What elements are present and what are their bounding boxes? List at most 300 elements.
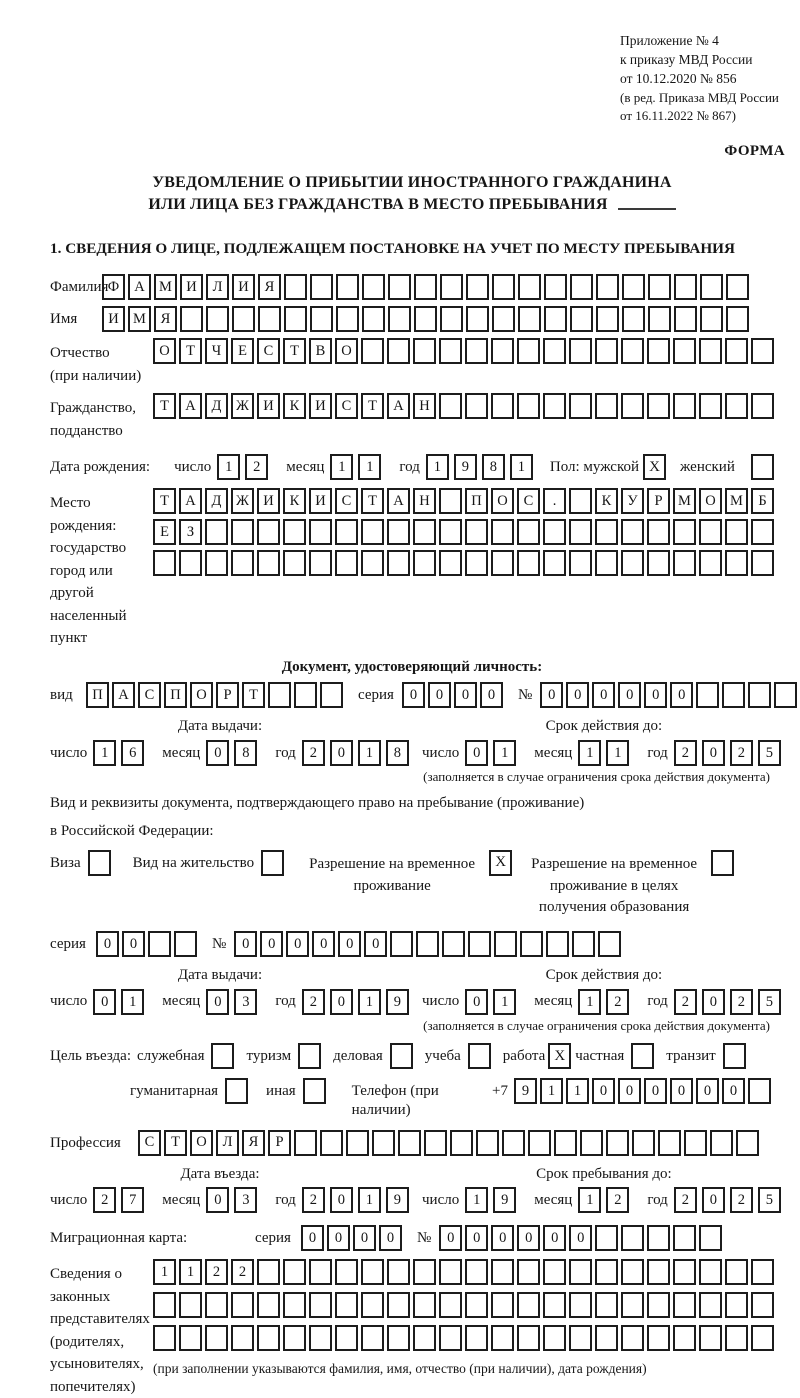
char-cell[interactable]: 0 xyxy=(122,931,145,957)
char-cell[interactable] xyxy=(748,1078,771,1104)
char-cell[interactable]: В xyxy=(309,338,332,364)
char-cell[interactable]: А xyxy=(179,488,202,514)
char-cell[interactable]: 0 xyxy=(670,682,693,708)
char-cell[interactable] xyxy=(673,393,696,419)
char-cell[interactable] xyxy=(647,550,670,576)
char-cell[interactable]: 0 xyxy=(702,989,725,1015)
char-cell[interactable]: Д xyxy=(205,488,228,514)
char-cell[interactable]: О xyxy=(190,1130,213,1156)
char-cell[interactable]: 1 xyxy=(540,1078,563,1104)
char-cell[interactable] xyxy=(673,1225,696,1251)
char-cell[interactable]: 2 xyxy=(302,740,325,766)
sex-female-checkbox[interactable] xyxy=(751,454,774,480)
char-cell[interactable] xyxy=(413,519,436,545)
char-cell[interactable]: 6 xyxy=(121,740,144,766)
char-cell[interactable]: 0 xyxy=(540,682,563,708)
char-cell[interactable] xyxy=(569,488,592,514)
char-cell[interactable] xyxy=(595,550,618,576)
char-cell[interactable]: Т xyxy=(361,488,384,514)
char-cell[interactable]: 1 xyxy=(121,989,144,1015)
purpose-other-checkbox[interactable] xyxy=(303,1078,326,1104)
char-cell[interactable] xyxy=(310,306,333,332)
char-cell[interactable]: К xyxy=(283,488,306,514)
temp-residence-edu-checkbox[interactable] xyxy=(711,850,734,876)
char-cell[interactable] xyxy=(439,1325,462,1351)
char-cell[interactable]: 5 xyxy=(758,1187,781,1213)
char-cell[interactable] xyxy=(206,306,229,332)
char-cell[interactable] xyxy=(700,306,723,332)
char-cell[interactable] xyxy=(320,682,343,708)
char-cell[interactable] xyxy=(751,550,774,576)
char-cell[interactable] xyxy=(414,306,437,332)
char-cell[interactable]: 2 xyxy=(606,989,629,1015)
char-cell[interactable]: П xyxy=(86,682,109,708)
char-cell[interactable]: 0 xyxy=(702,1187,725,1213)
char-cell[interactable]: 1 xyxy=(153,1259,176,1285)
char-cell[interactable] xyxy=(673,1292,696,1318)
char-cell[interactable]: Т xyxy=(153,488,176,514)
char-cell[interactable] xyxy=(658,1130,681,1156)
char-cell[interactable] xyxy=(439,550,462,576)
char-cell[interactable] xyxy=(569,550,592,576)
char-cell[interactable] xyxy=(569,338,592,364)
char-cell[interactable]: С xyxy=(257,338,280,364)
char-cell[interactable]: 0 xyxy=(402,682,425,708)
char-cell[interactable]: 1 xyxy=(465,1187,488,1213)
char-cell[interactable] xyxy=(544,274,567,300)
char-cell[interactable]: 0 xyxy=(338,931,361,957)
char-cell[interactable]: Б xyxy=(751,488,774,514)
char-cell[interactable]: 0 xyxy=(439,1225,462,1251)
char-cell[interactable] xyxy=(699,550,722,576)
char-cell[interactable] xyxy=(442,931,465,957)
char-cell[interactable]: 3 xyxy=(234,1187,257,1213)
char-cell[interactable] xyxy=(621,393,644,419)
char-cell[interactable]: 0 xyxy=(364,931,387,957)
char-cell[interactable] xyxy=(413,1292,436,1318)
char-cell[interactable] xyxy=(440,306,463,332)
char-cell[interactable]: 1 xyxy=(493,740,516,766)
char-cell[interactable] xyxy=(673,550,696,576)
char-cell[interactable] xyxy=(722,682,745,708)
char-cell[interactable] xyxy=(569,1259,592,1285)
char-cell[interactable] xyxy=(361,550,384,576)
residence-permit-checkbox[interactable] xyxy=(261,850,284,876)
char-cell[interactable]: К xyxy=(283,393,306,419)
char-cell[interactable] xyxy=(647,393,670,419)
char-cell[interactable]: А xyxy=(387,393,410,419)
char-cell[interactable]: 1 xyxy=(217,454,240,480)
char-cell[interactable] xyxy=(309,550,332,576)
char-cell[interactable] xyxy=(335,1292,358,1318)
char-cell[interactable] xyxy=(336,306,359,332)
char-cell[interactable] xyxy=(361,1292,384,1318)
char-cell[interactable] xyxy=(398,1130,421,1156)
char-cell[interactable] xyxy=(517,1259,540,1285)
char-cell[interactable]: А xyxy=(179,393,202,419)
char-cell[interactable]: Т xyxy=(153,393,176,419)
char-cell[interactable]: 0 xyxy=(670,1078,693,1104)
char-cell[interactable] xyxy=(466,274,489,300)
char-cell[interactable]: 0 xyxy=(702,740,725,766)
char-cell[interactable] xyxy=(647,1292,670,1318)
char-cell[interactable]: 0 xyxy=(260,931,283,957)
char-cell[interactable] xyxy=(673,1259,696,1285)
char-cell[interactable] xyxy=(492,274,515,300)
char-cell[interactable] xyxy=(372,1130,395,1156)
char-cell[interactable]: 0 xyxy=(592,1078,615,1104)
char-cell[interactable] xyxy=(362,306,385,332)
temp-residence-checkbox[interactable]: X xyxy=(489,850,512,876)
char-cell[interactable] xyxy=(517,338,540,364)
char-cell[interactable]: Р xyxy=(647,488,670,514)
char-cell[interactable]: 2 xyxy=(606,1187,629,1213)
char-cell[interactable] xyxy=(518,274,541,300)
char-cell[interactable] xyxy=(491,550,514,576)
char-cell[interactable] xyxy=(465,393,488,419)
char-cell[interactable]: Е xyxy=(153,519,176,545)
char-cell[interactable]: 1 xyxy=(578,740,601,766)
char-cell[interactable]: И xyxy=(257,393,280,419)
char-cell[interactable] xyxy=(283,550,306,576)
char-cell[interactable] xyxy=(673,519,696,545)
char-cell[interactable]: И xyxy=(180,274,203,300)
char-cell[interactable]: Я xyxy=(258,274,281,300)
char-cell[interactable] xyxy=(751,1292,774,1318)
char-cell[interactable] xyxy=(491,338,514,364)
char-cell[interactable]: 1 xyxy=(606,740,629,766)
char-cell[interactable] xyxy=(180,306,203,332)
char-cell[interactable] xyxy=(595,1325,618,1351)
char-cell[interactable] xyxy=(361,1259,384,1285)
char-cell[interactable] xyxy=(310,274,333,300)
sex-male-checkbox[interactable]: X xyxy=(643,454,666,480)
char-cell[interactable] xyxy=(465,1259,488,1285)
char-cell[interactable]: 1 xyxy=(493,989,516,1015)
char-cell[interactable] xyxy=(726,274,749,300)
char-cell[interactable]: 1 xyxy=(179,1259,202,1285)
char-cell[interactable] xyxy=(621,338,644,364)
char-cell[interactable] xyxy=(647,519,670,545)
char-cell[interactable] xyxy=(725,338,748,364)
purpose-business-checkbox[interactable] xyxy=(390,1043,413,1069)
char-cell[interactable] xyxy=(465,1325,488,1351)
char-cell[interactable] xyxy=(387,519,410,545)
char-cell[interactable]: Д xyxy=(205,393,228,419)
char-cell[interactable] xyxy=(424,1130,447,1156)
char-cell[interactable] xyxy=(725,1292,748,1318)
char-cell[interactable]: 0 xyxy=(644,682,667,708)
char-cell[interactable]: Т xyxy=(283,338,306,364)
char-cell[interactable] xyxy=(439,1292,462,1318)
char-cell[interactable] xyxy=(570,306,593,332)
char-cell[interactable]: 0 xyxy=(428,682,451,708)
char-cell[interactable] xyxy=(673,1325,696,1351)
char-cell[interactable] xyxy=(696,682,719,708)
char-cell[interactable]: 7 xyxy=(121,1187,144,1213)
char-cell[interactable]: 1 xyxy=(578,1187,601,1213)
char-cell[interactable]: И xyxy=(232,274,255,300)
char-cell[interactable]: М xyxy=(128,306,151,332)
char-cell[interactable]: Л xyxy=(206,274,229,300)
char-cell[interactable]: 2 xyxy=(730,989,753,1015)
char-cell[interactable]: 2 xyxy=(302,1187,325,1213)
char-cell[interactable]: 0 xyxy=(722,1078,745,1104)
char-cell[interactable] xyxy=(413,550,436,576)
char-cell[interactable] xyxy=(309,1292,332,1318)
char-cell[interactable] xyxy=(622,274,645,300)
char-cell[interactable]: 8 xyxy=(234,740,257,766)
char-cell[interactable] xyxy=(554,1130,577,1156)
char-cell[interactable]: 0 xyxy=(206,740,229,766)
char-cell[interactable] xyxy=(544,306,567,332)
char-cell[interactable] xyxy=(699,393,722,419)
char-cell[interactable] xyxy=(699,1292,722,1318)
char-cell[interactable]: С xyxy=(335,488,358,514)
char-cell[interactable] xyxy=(517,1292,540,1318)
char-cell[interactable] xyxy=(439,488,462,514)
char-cell[interactable] xyxy=(751,519,774,545)
char-cell[interactable] xyxy=(205,550,228,576)
char-cell[interactable]: А xyxy=(387,488,410,514)
char-cell[interactable]: 0 xyxy=(93,989,116,1015)
purpose-private-checkbox[interactable] xyxy=(631,1043,654,1069)
char-cell[interactable] xyxy=(621,1325,644,1351)
char-cell[interactable]: Т xyxy=(242,682,265,708)
char-cell[interactable]: 0 xyxy=(286,931,309,957)
char-cell[interactable] xyxy=(569,519,592,545)
char-cell[interactable] xyxy=(751,1325,774,1351)
char-cell[interactable] xyxy=(465,1292,488,1318)
char-cell[interactable]: 2 xyxy=(205,1259,228,1285)
char-cell[interactable] xyxy=(621,519,644,545)
char-cell[interactable]: Р xyxy=(268,1130,291,1156)
char-cell[interactable] xyxy=(494,931,517,957)
char-cell[interactable] xyxy=(543,550,566,576)
char-cell[interactable] xyxy=(543,393,566,419)
char-cell[interactable]: 0 xyxy=(465,740,488,766)
char-cell[interactable]: 0 xyxy=(644,1078,667,1104)
char-cell[interactable]: И xyxy=(309,393,332,419)
char-cell[interactable] xyxy=(648,274,671,300)
char-cell[interactable]: . xyxy=(543,488,566,514)
char-cell[interactable] xyxy=(674,306,697,332)
char-cell[interactable] xyxy=(491,519,514,545)
char-cell[interactable] xyxy=(450,1130,473,1156)
char-cell[interactable]: 0 xyxy=(96,931,119,957)
char-cell[interactable] xyxy=(309,1325,332,1351)
char-cell[interactable] xyxy=(258,306,281,332)
char-cell[interactable] xyxy=(569,393,592,419)
char-cell[interactable] xyxy=(606,1130,629,1156)
char-cell[interactable] xyxy=(621,1225,644,1251)
char-cell[interactable] xyxy=(736,1130,759,1156)
char-cell[interactable] xyxy=(595,338,618,364)
char-cell[interactable] xyxy=(465,550,488,576)
char-cell[interactable] xyxy=(725,1259,748,1285)
char-cell[interactable]: С xyxy=(517,488,540,514)
char-cell[interactable]: 0 xyxy=(569,1225,592,1251)
char-cell[interactable] xyxy=(413,338,436,364)
char-cell[interactable] xyxy=(283,1325,306,1351)
purpose-tourism-checkbox[interactable] xyxy=(298,1043,321,1069)
char-cell[interactable] xyxy=(387,1259,410,1285)
char-cell[interactable] xyxy=(543,1325,566,1351)
char-cell[interactable]: 0 xyxy=(465,1225,488,1251)
char-cell[interactable] xyxy=(346,1130,369,1156)
char-cell[interactable] xyxy=(596,274,619,300)
char-cell[interactable]: 1 xyxy=(330,454,353,480)
char-cell[interactable] xyxy=(502,1130,525,1156)
char-cell[interactable] xyxy=(751,338,774,364)
char-cell[interactable]: 0 xyxy=(592,682,615,708)
char-cell[interactable] xyxy=(268,682,291,708)
char-cell[interactable] xyxy=(572,931,595,957)
char-cell[interactable] xyxy=(179,550,202,576)
char-cell[interactable] xyxy=(621,1292,644,1318)
purpose-transit-checkbox[interactable] xyxy=(723,1043,746,1069)
char-cell[interactable] xyxy=(257,1259,280,1285)
char-cell[interactable] xyxy=(569,1292,592,1318)
char-cell[interactable]: Е xyxy=(231,338,254,364)
char-cell[interactable] xyxy=(257,1292,280,1318)
char-cell[interactable] xyxy=(148,931,171,957)
char-cell[interactable] xyxy=(774,682,797,708)
char-cell[interactable]: Ж xyxy=(231,393,254,419)
char-cell[interactable] xyxy=(231,1325,254,1351)
char-cell[interactable]: 1 xyxy=(566,1078,589,1104)
char-cell[interactable] xyxy=(543,338,566,364)
char-cell[interactable] xyxy=(465,519,488,545)
char-cell[interactable]: 2 xyxy=(302,989,325,1015)
char-cell[interactable]: 0 xyxy=(330,1187,353,1213)
char-cell[interactable] xyxy=(699,519,722,545)
char-cell[interactable] xyxy=(440,274,463,300)
char-cell[interactable] xyxy=(231,1292,254,1318)
char-cell[interactable] xyxy=(388,306,411,332)
char-cell[interactable]: О xyxy=(190,682,213,708)
char-cell[interactable]: Р xyxy=(216,682,239,708)
char-cell[interactable]: М xyxy=(673,488,696,514)
char-cell[interactable]: Л xyxy=(216,1130,239,1156)
char-cell[interactable] xyxy=(710,1130,733,1156)
char-cell[interactable]: 0 xyxy=(330,740,353,766)
char-cell[interactable] xyxy=(751,393,774,419)
char-cell[interactable] xyxy=(725,1325,748,1351)
char-cell[interactable]: 2 xyxy=(730,1187,753,1213)
char-cell[interactable] xyxy=(621,1259,644,1285)
char-cell[interactable]: 0 xyxy=(327,1225,350,1251)
char-cell[interactable] xyxy=(284,274,307,300)
char-cell[interactable]: С xyxy=(138,682,161,708)
char-cell[interactable]: 2 xyxy=(231,1259,254,1285)
char-cell[interactable]: О xyxy=(491,488,514,514)
char-cell[interactable]: П xyxy=(164,682,187,708)
char-cell[interactable] xyxy=(413,1325,436,1351)
char-cell[interactable]: 3 xyxy=(234,989,257,1015)
char-cell[interactable] xyxy=(284,306,307,332)
char-cell[interactable] xyxy=(543,1292,566,1318)
char-cell[interactable]: 1 xyxy=(358,1187,381,1213)
char-cell[interactable] xyxy=(517,550,540,576)
char-cell[interactable]: 0 xyxy=(618,1078,641,1104)
char-cell[interactable] xyxy=(336,274,359,300)
char-cell[interactable] xyxy=(725,519,748,545)
char-cell[interactable]: 0 xyxy=(517,1225,540,1251)
char-cell[interactable] xyxy=(684,1130,707,1156)
char-cell[interactable] xyxy=(205,1292,228,1318)
char-cell[interactable]: 0 xyxy=(379,1225,402,1251)
char-cell[interactable] xyxy=(520,931,543,957)
char-cell[interactable] xyxy=(390,931,413,957)
char-cell[interactable] xyxy=(179,1325,202,1351)
char-cell[interactable] xyxy=(231,519,254,545)
char-cell[interactable]: А xyxy=(112,682,135,708)
char-cell[interactable]: И xyxy=(257,488,280,514)
char-cell[interactable] xyxy=(595,1225,618,1251)
purpose-humanitarian-checkbox[interactable] xyxy=(225,1078,248,1104)
char-cell[interactable]: О xyxy=(335,338,358,364)
char-cell[interactable]: 0 xyxy=(543,1225,566,1251)
char-cell[interactable] xyxy=(726,306,749,332)
purpose-official-checkbox[interactable] xyxy=(211,1043,234,1069)
char-cell[interactable] xyxy=(543,519,566,545)
char-cell[interactable]: 0 xyxy=(301,1225,324,1251)
char-cell[interactable] xyxy=(517,519,540,545)
char-cell[interactable]: 5 xyxy=(758,740,781,766)
char-cell[interactable]: 9 xyxy=(454,454,477,480)
char-cell[interactable] xyxy=(413,1259,436,1285)
char-cell[interactable]: З xyxy=(179,519,202,545)
char-cell[interactable] xyxy=(179,1292,202,1318)
purpose-work-checkbox[interactable]: X xyxy=(548,1043,571,1069)
char-cell[interactable]: Я xyxy=(242,1130,265,1156)
char-cell[interactable]: И xyxy=(102,306,125,332)
char-cell[interactable]: 0 xyxy=(696,1078,719,1104)
char-cell[interactable] xyxy=(257,550,280,576)
char-cell[interactable] xyxy=(699,1259,722,1285)
char-cell[interactable]: П xyxy=(465,488,488,514)
char-cell[interactable]: Я xyxy=(154,306,177,332)
char-cell[interactable]: Ж xyxy=(231,488,254,514)
char-cell[interactable] xyxy=(647,1325,670,1351)
char-cell[interactable] xyxy=(517,1325,540,1351)
char-cell[interactable] xyxy=(580,1130,603,1156)
char-cell[interactable]: 9 xyxy=(386,1187,409,1213)
char-cell[interactable] xyxy=(361,338,384,364)
char-cell[interactable] xyxy=(647,338,670,364)
char-cell[interactable] xyxy=(153,550,176,576)
char-cell[interactable]: Ч xyxy=(205,338,228,364)
char-cell[interactable]: С xyxy=(138,1130,161,1156)
char-cell[interactable] xyxy=(465,338,488,364)
char-cell[interactable] xyxy=(648,306,671,332)
char-cell[interactable] xyxy=(387,550,410,576)
char-cell[interactable]: 1 xyxy=(358,740,381,766)
char-cell[interactable] xyxy=(595,519,618,545)
char-cell[interactable] xyxy=(673,338,696,364)
char-cell[interactable] xyxy=(335,1259,358,1285)
char-cell[interactable] xyxy=(517,393,540,419)
char-cell[interactable] xyxy=(546,931,569,957)
char-cell[interactable] xyxy=(632,1130,655,1156)
char-cell[interactable] xyxy=(595,1292,618,1318)
char-cell[interactable] xyxy=(518,306,541,332)
char-cell[interactable]: Т xyxy=(179,338,202,364)
char-cell[interactable]: Т xyxy=(361,393,384,419)
char-cell[interactable] xyxy=(361,1325,384,1351)
char-cell[interactable] xyxy=(491,1325,514,1351)
